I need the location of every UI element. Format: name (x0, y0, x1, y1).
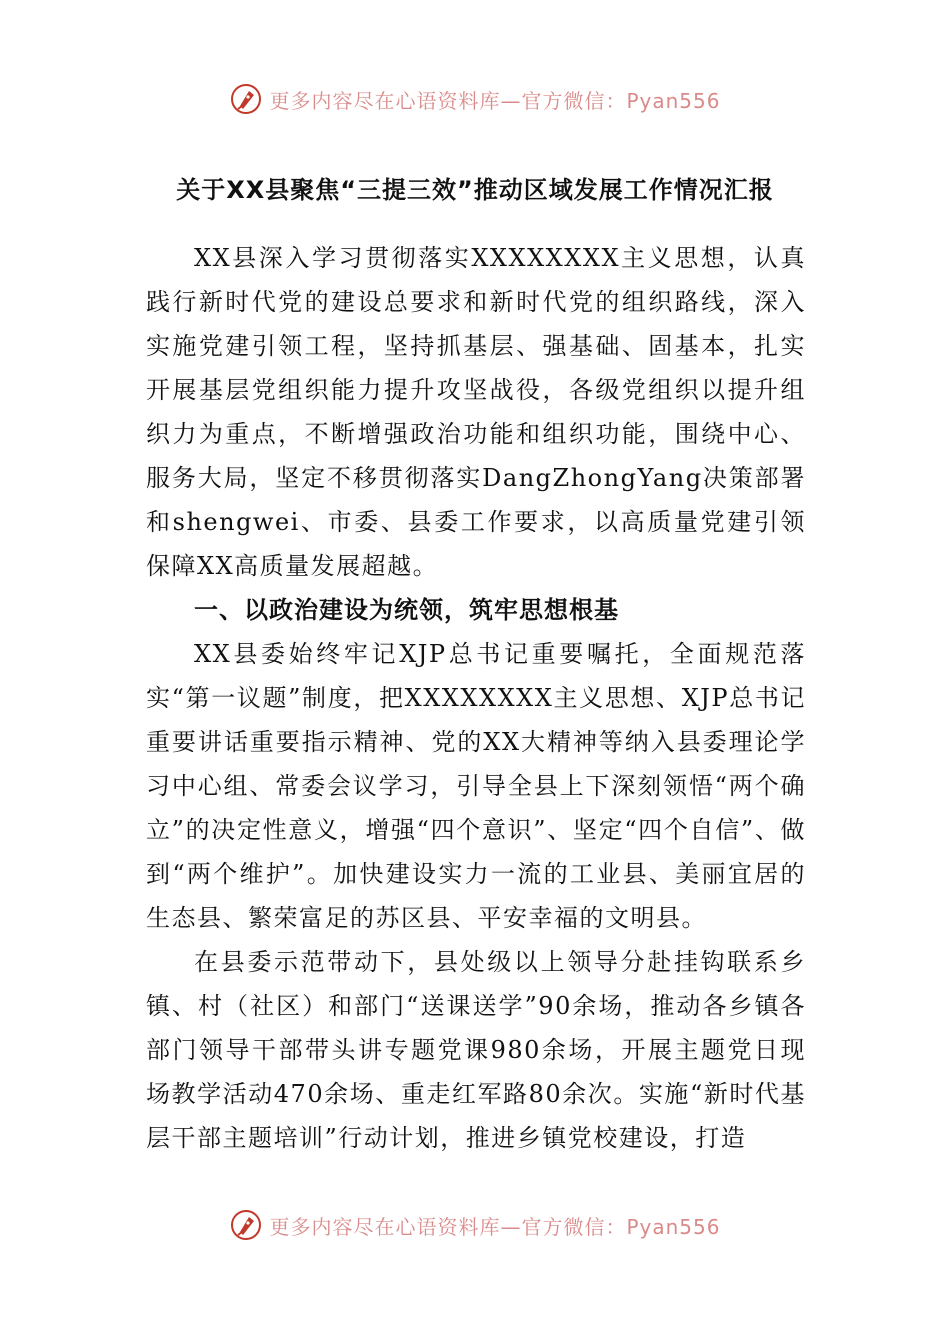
watermark-banner-bottom (0, 1208, 950, 1242)
watermark-text: 更多内容尽在心语资料库—官方微信：Pyan556 (269, 88, 721, 113)
pen-nib-logo-icon (229, 82, 263, 116)
document-title: 关于XX县聚焦“三提三效”推动区域发展工作情况汇报 (176, 176, 774, 204)
watermark-text: 更多内容尽在心语资料库—官方微信：Pyan556 (269, 1214, 721, 1239)
document-body (146, 236, 806, 1160)
section-paragraph: XX县委始终牢记XJP总书记重要嘱托，全面规范落实“第一议题”制度，把XXXXXXXX主义思想、XJP总书记重要讲话重要指示精神、党的XX大精神等纳入县委理论学习中心组、常委会议学习，引导全县上下深刻领悟“两个确立”的决定性意义，增强“四个意识”、坚定“四个自信”、做到“两个维护”。加快建设实力一流的工业县、美丽宜居的生态县、繁荣富足的苏区县、平安幸福的文明县。 (146, 640, 806, 932)
watermark-banner-top (0, 82, 950, 116)
pen-nib-logo-icon (229, 1208, 263, 1242)
intro-paragraph: XX县深入学习贯彻落实XXXXXXXX主义思想，认真践行新时代党的建设总要求和新时代党的组织路线，深入实施党建引领工程，坚持抓基层、强基础、固基本，扎实开展基层党组织能力提升攻坚战役，各级党组织以提升组织力为重点，不断增强政治功能和组织功能，围绕中心、服务大局，坚定不移贯彻落实DangZhongYang决策部署和shengwei、市委、县委工作要求，以高质量党建引领保障XX高质量发展超越。 (146, 244, 806, 580)
section-heading: 一、以政治建设为统领，筑牢思想根基 (194, 596, 619, 624)
section-paragraph: 在县委示范带动下，县处级以上领导分赴挂钩联系乡镇、村（社区）和部门“送课送学”90余场，推动各乡镇各部门领导干部带头讲专题党课980余场，开展主题党日现场教学活动470余场、重走红军路80余次。实施“新时代基层干部主题培训”行动计划，推进乡镇党校建设，打造 (146, 948, 806, 1152)
